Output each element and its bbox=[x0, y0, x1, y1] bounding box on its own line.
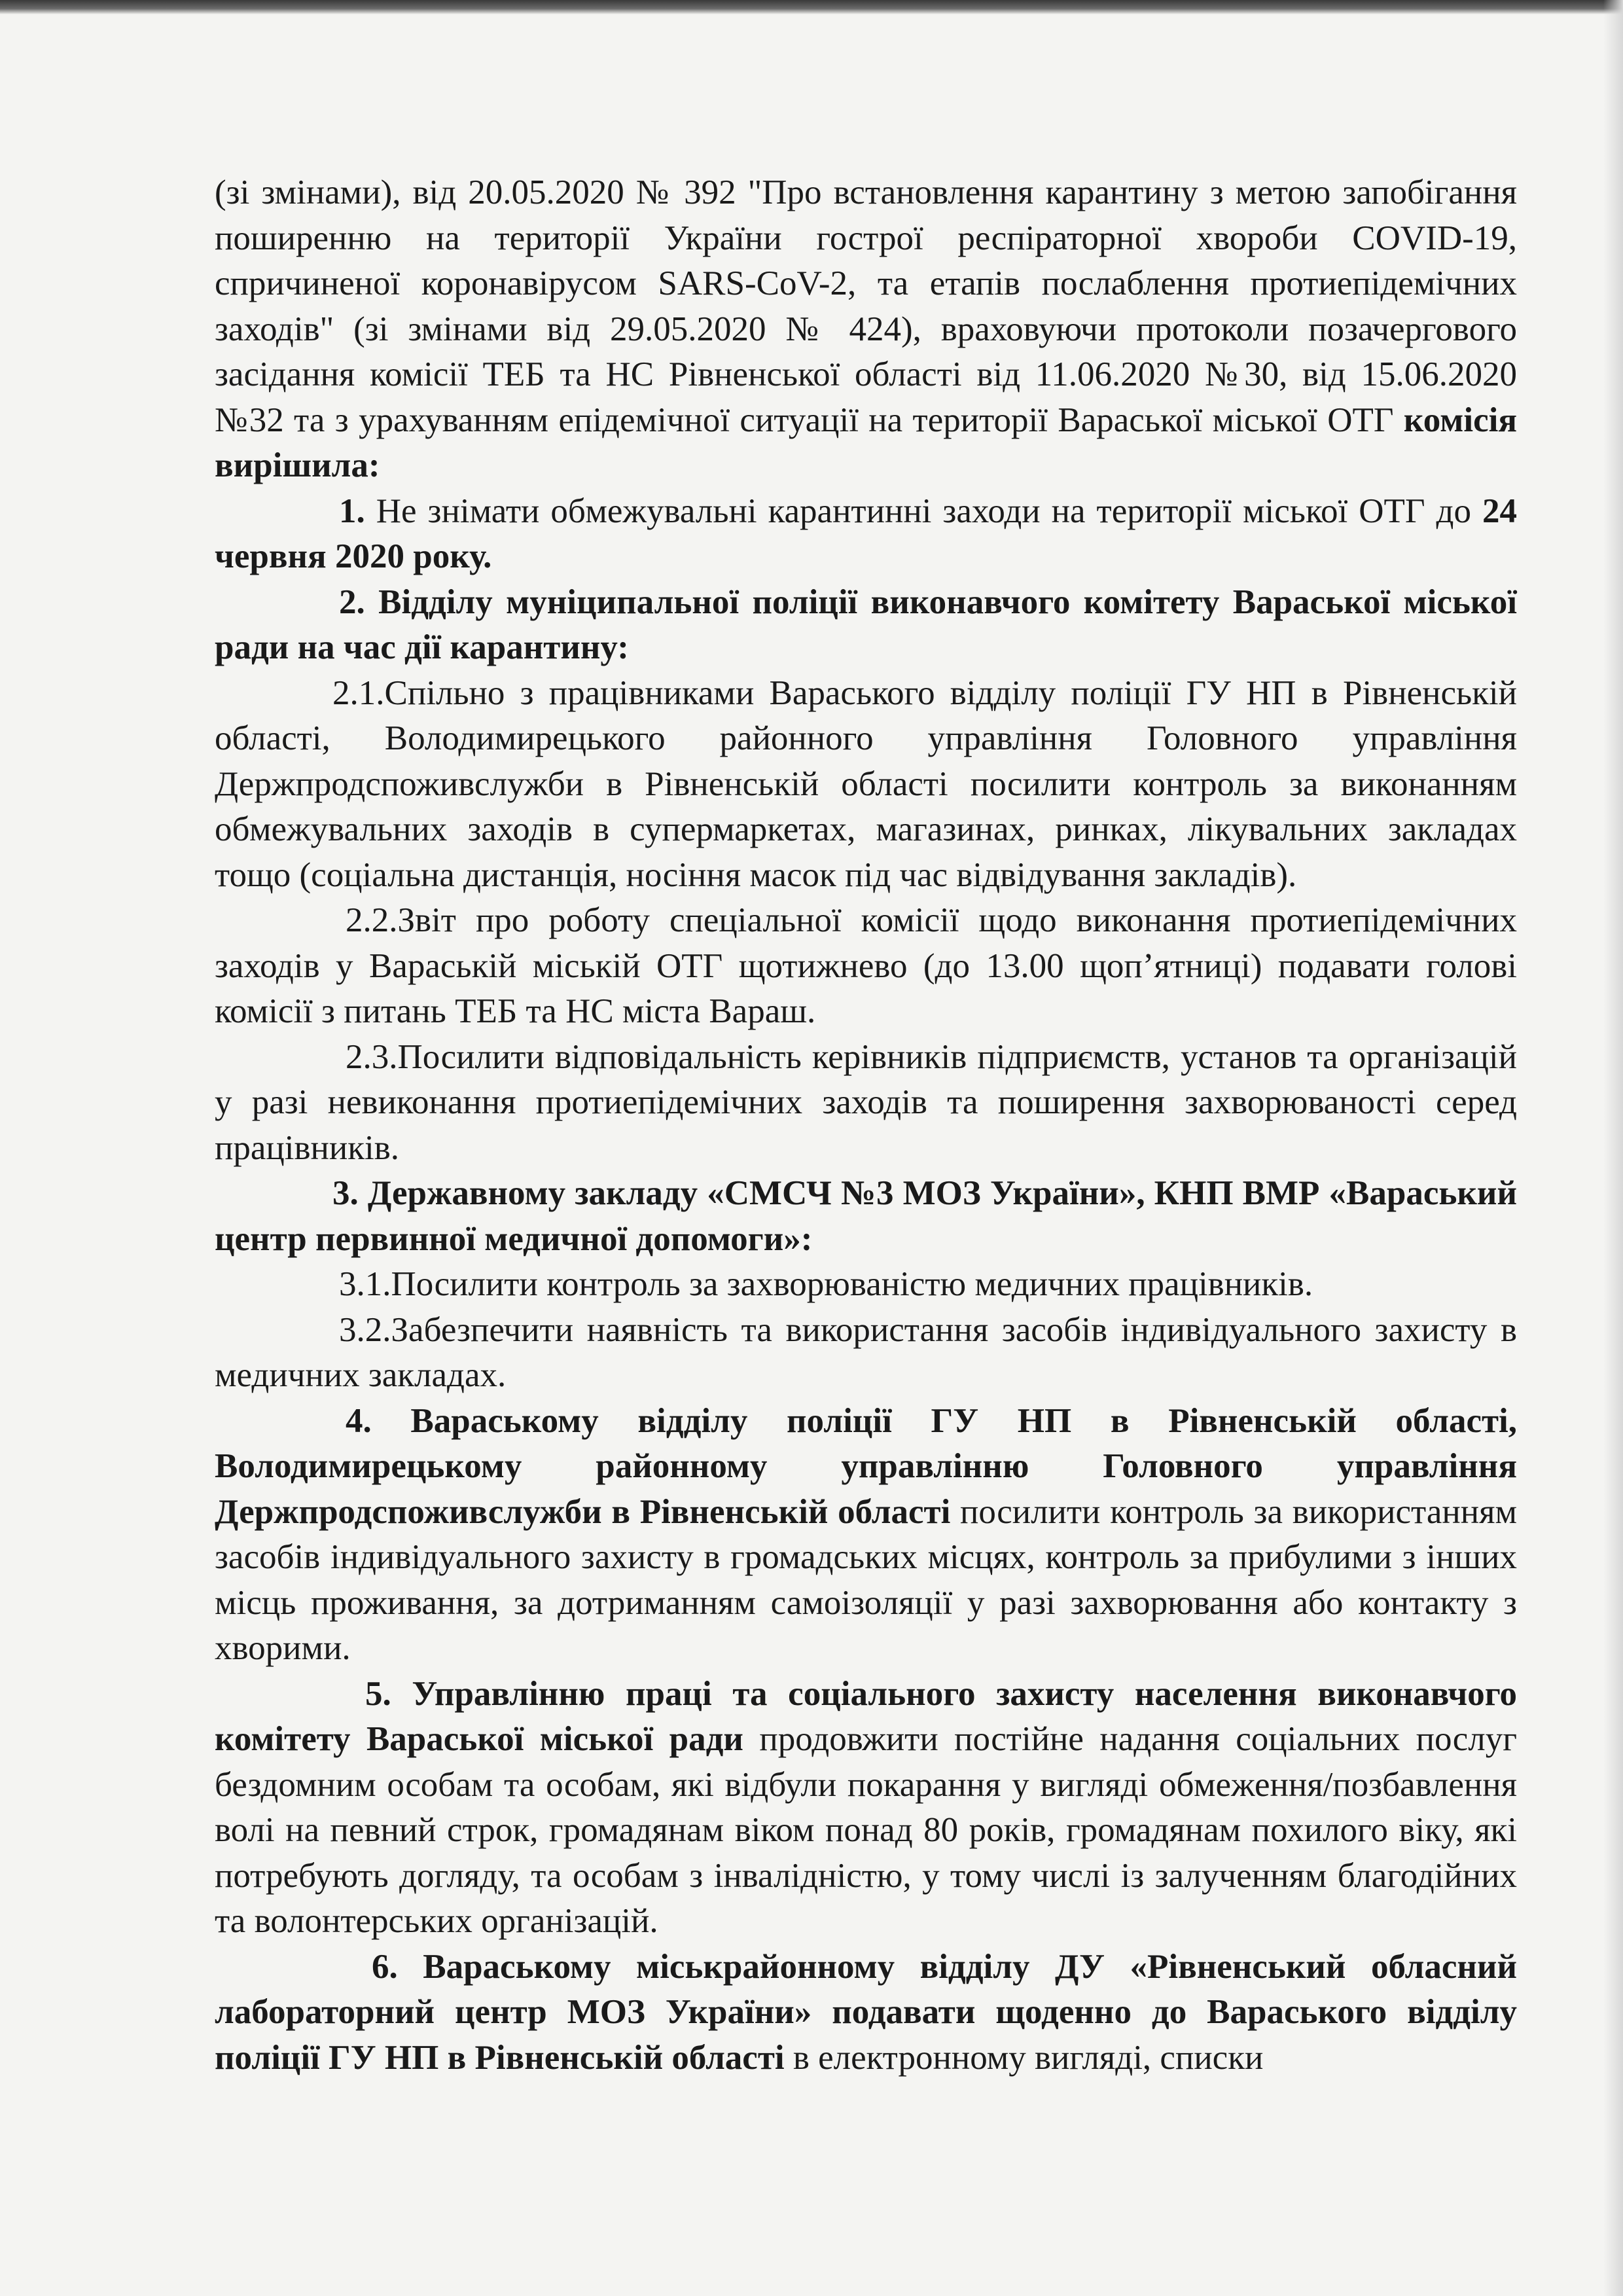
scan-top-edge bbox=[0, 0, 1623, 14]
scan-right-edge bbox=[1603, 0, 1623, 2296]
paragraph-item-3: 3. Державному закладу «СМСЧ №3 МОЗ України», КНП ВМР «Вараський центр первинної медичної допомоги»: bbox=[215, 1174, 1517, 1258]
document-body bbox=[215, 170, 1517, 2081]
paragraph-item-2-2: 2.2.Звіт про роботу спеціальної комісії щодо виконання протиепідемічних заходів у Вараській міській ОТГ щотижнево (до 13.00 щоп’ятниці) подавати голові комісії з питань ТЕБ та НС міста Вараш. bbox=[215, 901, 1517, 1030]
paragraph-item-3-2: 3.2.Забезпечити наявність та використання засобів індивідуального захисту в медичних закладах. bbox=[215, 1310, 1517, 1394]
paragraph-intro: (зі змінами), від 20.05.2020 № 392 "Про встановлення карантину з метою запобігання поширенню на території України гострої респіраторної хвороби COVID-19, спричиненої коронавірусом SARS-CoV-2, та етапів послаблення протиепідемічних заходів" (зі змінами від 29.05.2020 № 424), враховуючи протоколи позачергового засідання комісії ТЕБ та НС Рівненської області від 11.06.2020 №30, від 15.06.2020 №32 та з урахуванням епідемічної ситуації на території Вараської міської ОТГ комісія вирішила: bbox=[215, 173, 1517, 484]
paragraph-item-5: 5. Управлінню праці та соціального захисту населення виконавчого комітету Вараської міської ради продовжити постійне надання соціальних послуг бездомним особам та особам, які відбули покарання у вигляді обмеження/позбавлення волі на певний строк, громадянам віком понад 80 років, громадянам похилого віку, які потребують догляду, та особам з інвалідністю, у тому числі із залученням благодійних та волонтерських організацій. bbox=[215, 1674, 1517, 1940]
paragraph-item-1: 1. Не знімати обмежувальні карантинні заходи на території міської ОТГ до 24 червня 2020 року. bbox=[215, 492, 1517, 575]
paragraph-item-2-3: 2.3.Посилити відповідальність керівників підприємств, установ та організацій у разі невиконання протиепідемічних заходів та поширення захворюваності серед працівників. bbox=[215, 1037, 1517, 1167]
paragraph-item-3-1: 3.1.Посилити контроль за захворюваністю медичних працівників. bbox=[339, 1265, 1313, 1303]
paragraph-item-2: 2. Відділу муніципальної поліції виконавчого комітету Вараської міської ради на час дії карантину: bbox=[215, 583, 1517, 666]
paragraph-item-4: 4. Вараському відділу поліції ГУ НП в Рівненській області, Володимирецькому районному управлінню Головного управління Держпродспоживслужби в Рівненській області посилити контроль за використанням засобів індивідуального захисту в громадських місцях, контроль за прибулими з інших місць проживання, за дотриманням самоізоляції у разі захворювання або контакту з хворими. bbox=[215, 1401, 1517, 1667]
paragraph-item-6: 6. Вараському міськрайонному відділу ДУ «Рівненський обласний лабораторний центр МОЗ України» подавати щоденно до Вараського відділу поліції ГУ НП в Рівненській області в електронному вигляді, списки bbox=[215, 1947, 1517, 2077]
paragraph-item-2-1: 2.1.Спільно з працівниками Вараського відділу поліції ГУ НП в Рівненській області, Володимирецького районного управління Головного управління Держпродспоживслужби в Рівненській області посилити контроль за виконанням обмежувальних заходів в супермаркетах, магазинах, ринках, лікувальних закладах тощо (соціальна дистанція, носіння масок під час відвідування закладів). bbox=[215, 673, 1517, 894]
